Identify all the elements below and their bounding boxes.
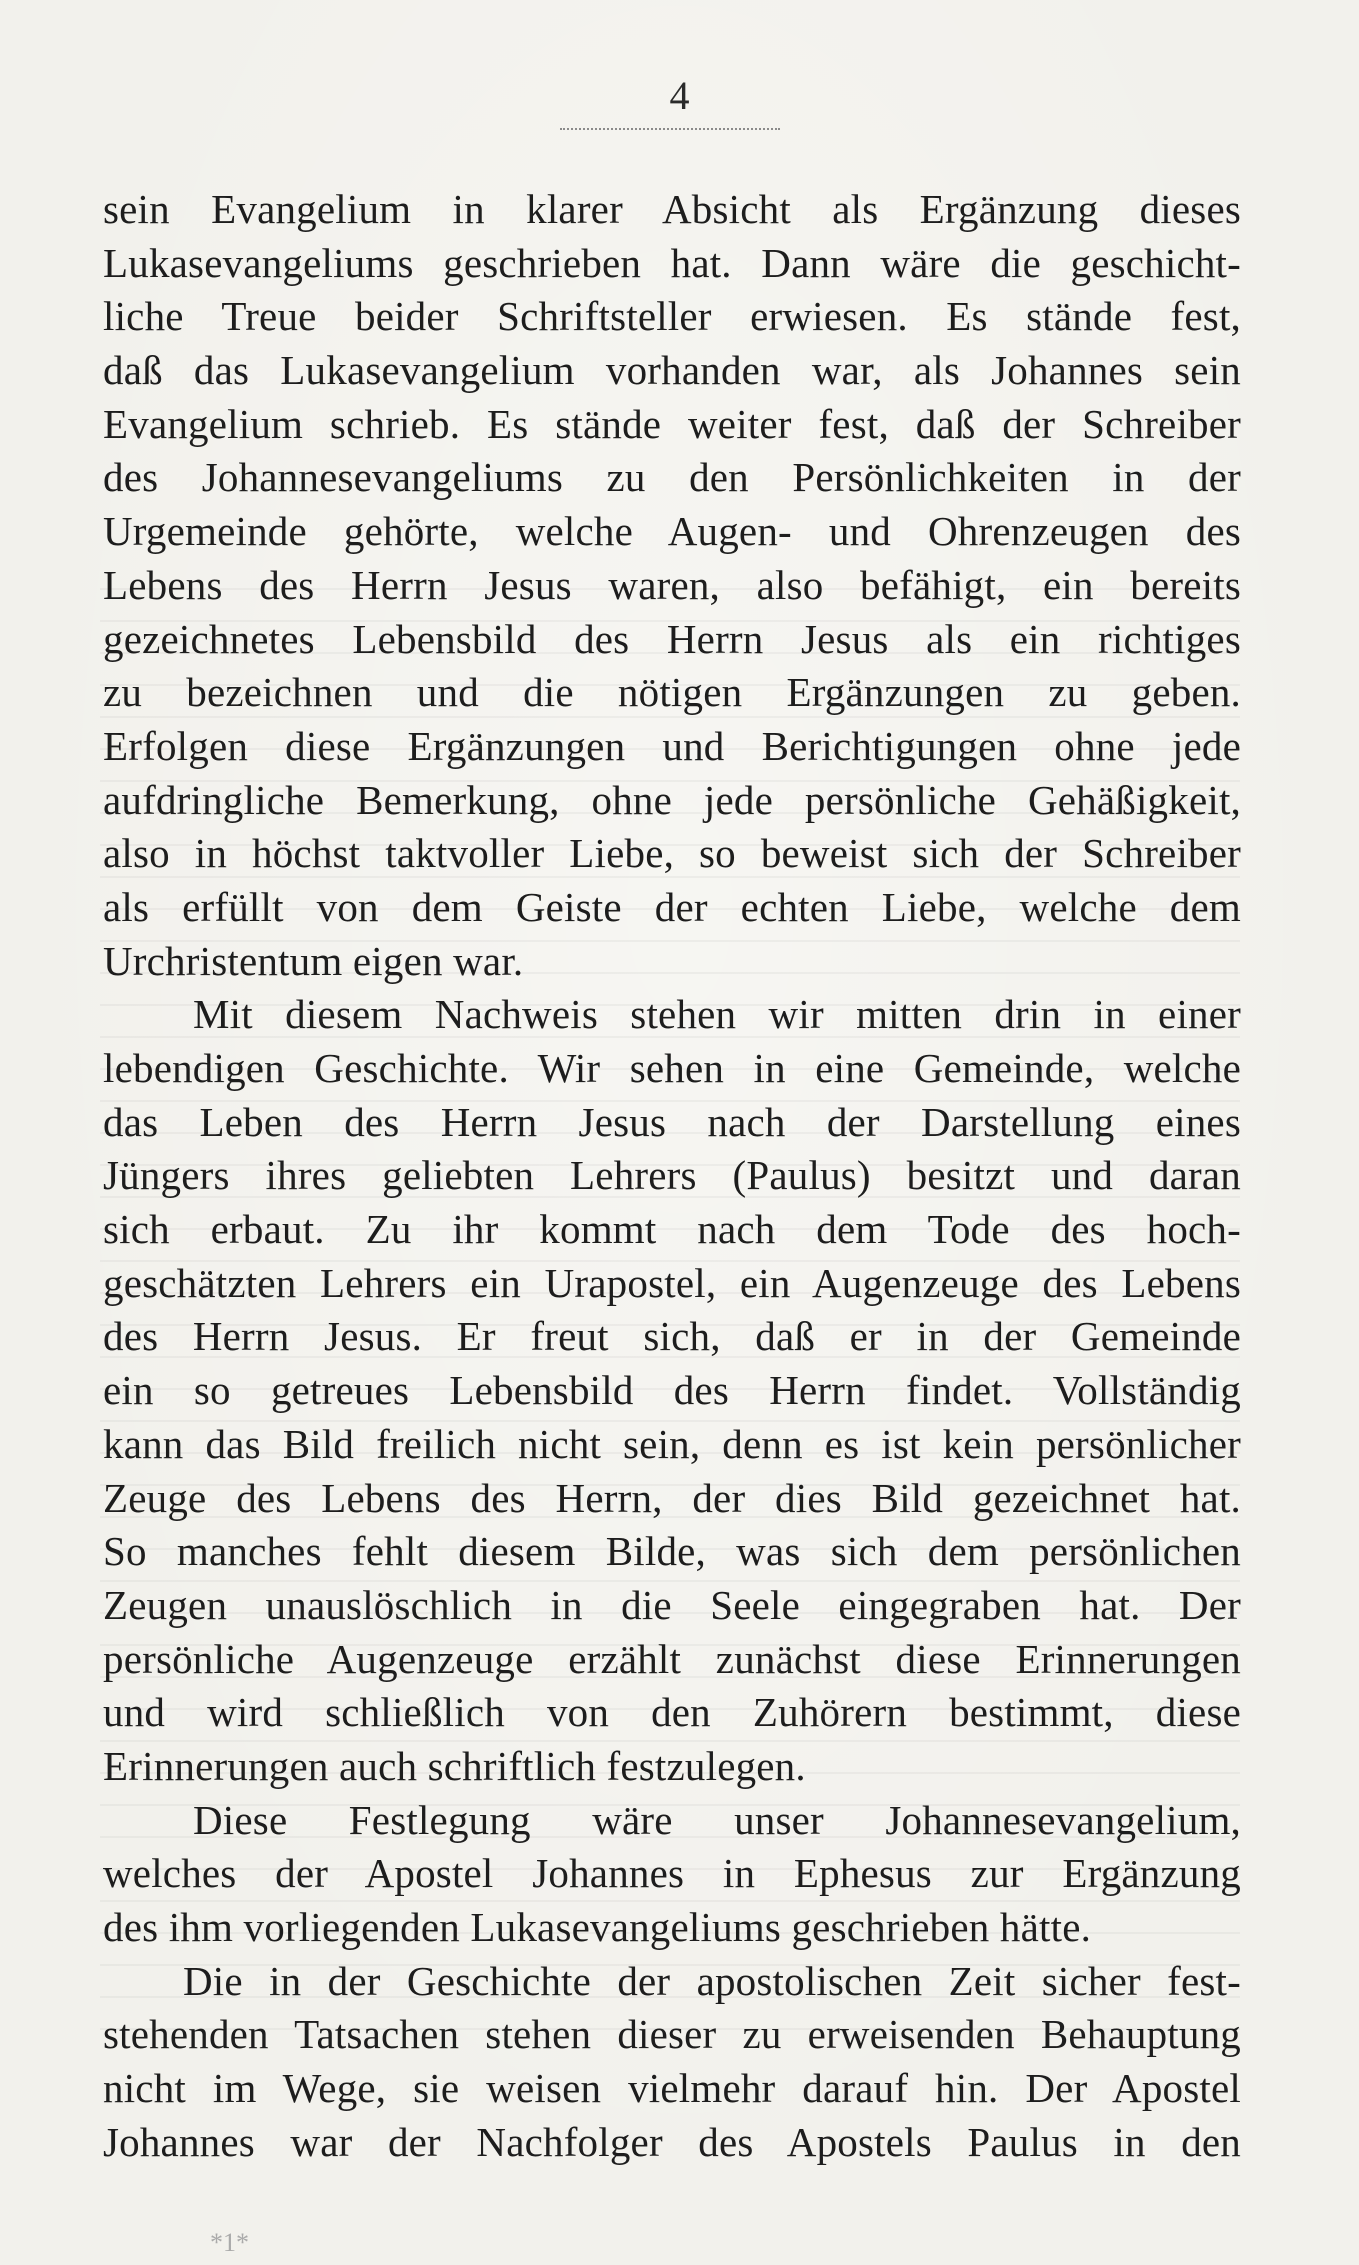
text-line: Lukasevangeliums geschrieben hat. Dann wäre die geschicht- xyxy=(103,239,1241,286)
text-line: welches der Apostel Johannes in Ephesus zur Ergänzung xyxy=(103,1850,1241,1897)
footer-signature-mark: *1* xyxy=(210,2228,249,2257)
text-line: als erfüllt von dem Geiste der echten Liebe, welche dem xyxy=(103,883,1241,930)
body-text xyxy=(103,183,1241,2169)
text-line: und wird schließlich von den Zuhörern bestimmt, diese xyxy=(103,1689,1241,1736)
text-line: nicht im Wege, sie weisen vielmehr darauf hin. Der Apostel xyxy=(103,2065,1241,2112)
text-line: gezeichnetes Lebensbild des Herrn Jesus als ein richtiges xyxy=(103,615,1241,662)
paragraph-4 xyxy=(103,1955,1241,2170)
text-line: Erfolgen diese Ergänzungen und Berichtigungen ohne jede xyxy=(103,722,1241,769)
text-line: Diese Festlegung wäre unser Johannesevangelium, xyxy=(193,1796,1241,1843)
text-line: Zeugen unauslöschlich in die Seele eingegraben hat. Der xyxy=(103,1581,1241,1628)
text-line: Lebens des Herrn Jesus waren, also befähigt, ein bereits xyxy=(103,561,1241,608)
text-line: ein so getreues Lebensbild des Herrn findet. Vollständig xyxy=(103,1367,1241,1414)
text-line: kann das Bild freilich nicht sein, denn es ist kein persönlicher xyxy=(103,1420,1241,1467)
text-line: Jüngers ihres geliebten Lehrers (Paulus) besitzt und daran xyxy=(103,1152,1241,1199)
text-line: also in höchst taktvoller Liebe, so beweist sich der Schreiber xyxy=(103,830,1241,877)
text-line: persönliche Augenzeuge erzählt zunächst diese Erinnerungen xyxy=(103,1635,1241,1682)
header-rule xyxy=(560,128,780,130)
text-line: sein Evangelium in klarer Absicht als Ergänzung dieses xyxy=(103,186,1241,232)
text-line: Evangelium schrieb. Es stände weiter fest, daß der Schreiber xyxy=(103,400,1241,447)
text-line: Die in der Geschichte der apostolischen Zeit sicher fest- xyxy=(183,1957,1241,2004)
page-number: 4 xyxy=(669,73,690,118)
paragraph-3 xyxy=(103,1794,1241,1955)
text-line: zu bezeichnen und die nötigen Ergänzungen zu geben. xyxy=(103,669,1241,716)
text-line: Urchristentum eigen war. xyxy=(103,937,524,984)
text-line: Urgemeinde gehörte, welche Augen- und Ohrenzeugen des xyxy=(103,508,1241,555)
text-line: Mit diesem Nachweis stehen wir mitten drin in einer xyxy=(193,991,1241,1038)
text-line: stehenden Tatsachen stehen dieser zu erweisenden Behauptung xyxy=(103,2011,1241,2058)
text-line: Johannes war der Nachfolger des Apostels Paulus in den xyxy=(103,2118,1241,2165)
text-line: Erinnerungen auch schriftlich festzulegen. xyxy=(103,1742,806,1789)
text-line: daß das Lukasevangelium vorhanden war, als Johannes sein xyxy=(103,347,1241,394)
paragraph-2 xyxy=(103,988,1241,1793)
text-line: des ihm vorliegenden Lukasevangeliums geschrieben hätte. xyxy=(103,1904,1092,1950)
text-line: das Leben des Herrn Jesus nach der Darstellung eines xyxy=(103,1098,1241,1145)
text-line: aufdringliche Bemerkung, ohne jede persönliche Gehäßigkeit, xyxy=(103,776,1241,823)
text-line: des Herrn Jesus. Er freut sich, daß er in der Gemeinde xyxy=(103,1313,1241,1360)
text-line: des Johannesevangeliums zu den Persönlichkeiten in der xyxy=(103,454,1241,501)
text-line: liche Treue beider Schriftsteller erwiesen. Es stände fest, xyxy=(103,293,1241,340)
text-line: sich erbaut. Zu ihr kommt nach dem Tode des hoch- xyxy=(103,1206,1241,1253)
text-line: lebendigen Geschichte. Wir sehen in eine Gemeinde, welche xyxy=(103,1045,1241,1091)
text-line: So manches fehlt diesem Bilde, was sich dem persönlichen xyxy=(103,1528,1241,1575)
text-line: Zeuge des Lebens des Herrn, der dies Bild gezeichnet hat. xyxy=(103,1474,1241,1521)
paragraph-1 xyxy=(103,183,1241,988)
text-line: geschätzten Lehrers ein Urapostel, ein Augenzeuge des Lebens xyxy=(103,1259,1241,1306)
